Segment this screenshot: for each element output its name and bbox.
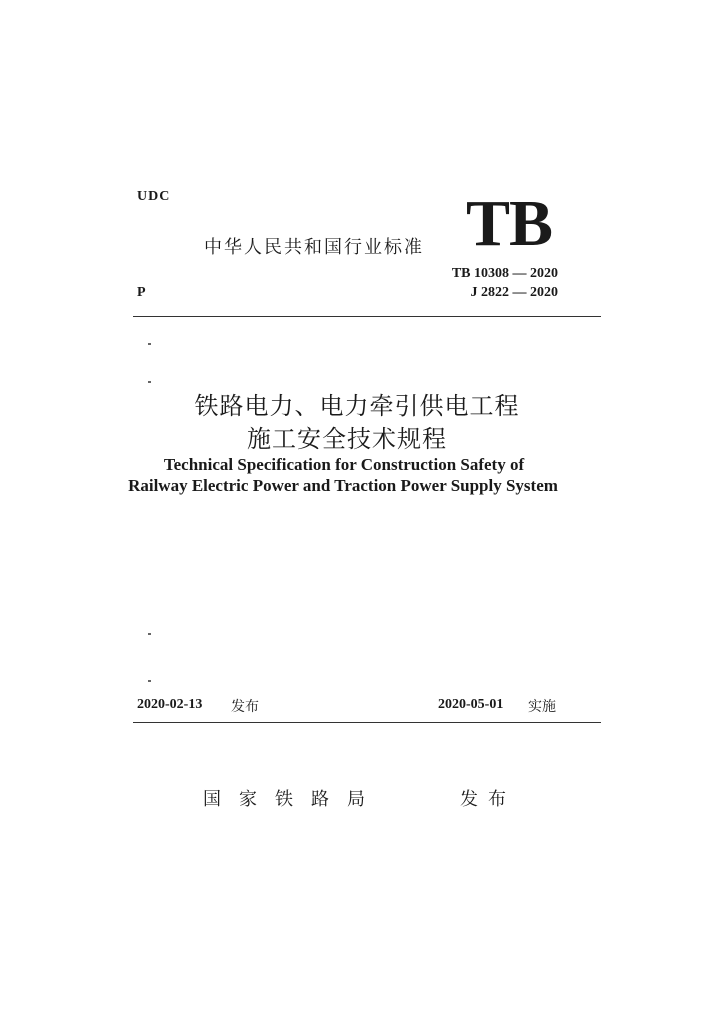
issue-date: 2020-02-13 <box>137 697 203 712</box>
record-code: J 2822 — 2020 <box>470 285 558 300</box>
scan-speck <box>148 381 151 383</box>
implementation-label: 实施 <box>528 699 556 715</box>
standard-code: TB 10308 — 2020 <box>451 266 558 281</box>
scan-speck <box>148 633 151 635</box>
top-divider <box>133 316 601 317</box>
title-cn-line2 <box>0 419 724 454</box>
issue-label: 发布 <box>231 699 259 715</box>
implementation-date: 2020-05-01 <box>438 697 504 712</box>
publish-label: 发布 <box>460 789 516 810</box>
title-cn-line2-text: 施工安全技术规程 <box>247 425 447 453</box>
udc-label: UDC <box>137 189 171 204</box>
title-cn-line1 <box>0 386 724 421</box>
bottom-divider <box>133 722 601 723</box>
title-en-line2-text: Railway Electric Power and Traction Power Supply System <box>128 476 558 495</box>
title-en-line1-text: Technical Specification for Construction Safety of <box>163 455 525 474</box>
title-en-line2 <box>0 476 724 496</box>
scan-speck <box>148 680 151 682</box>
classification-code: P <box>137 285 146 300</box>
publisher-name: 国家铁路局 <box>203 789 383 810</box>
title-en-line1 <box>0 455 724 475</box>
title-cn-line1-text: 铁路电力、电力牵引供电工程 <box>194 392 520 420</box>
tb-logo: TB <box>466 187 553 260</box>
standard-name-cn: 中华人民共和国行业标准 <box>204 237 424 258</box>
scan-speck <box>148 343 151 345</box>
